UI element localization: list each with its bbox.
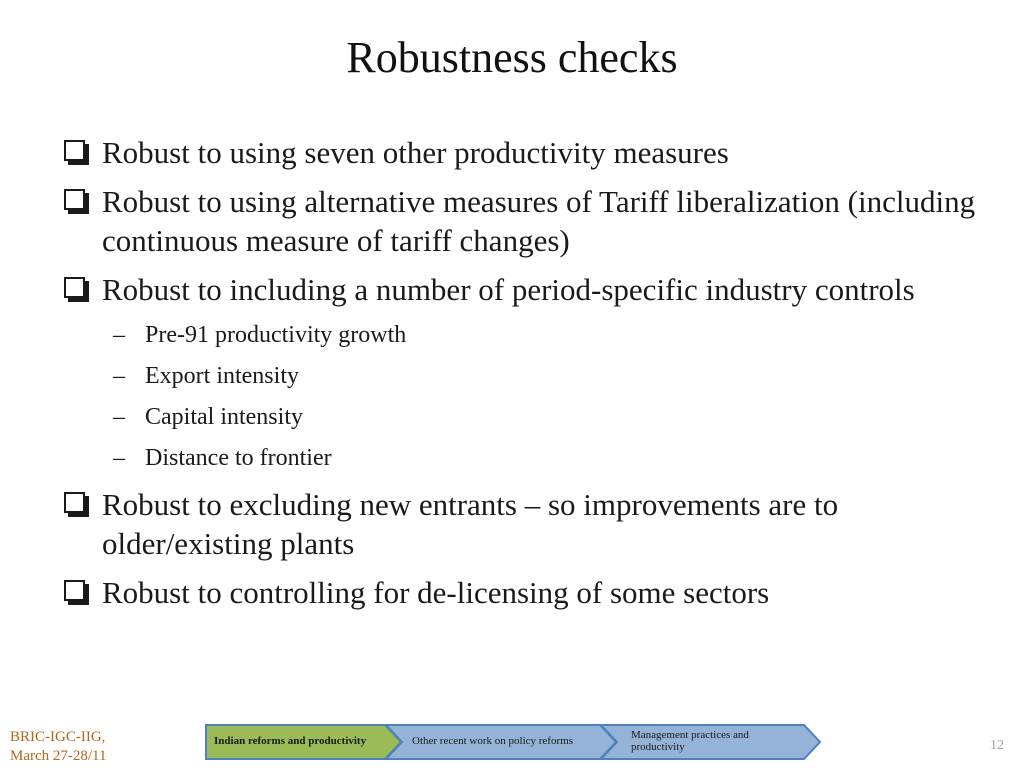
dash-bullet-icon: – — [113, 363, 125, 389]
footer-line-1: BRIC-IGC-IIG, — [10, 729, 106, 745]
sub-bullet-text: Distance to frontier — [145, 445, 332, 471]
footer-event-label — [10, 728, 107, 766]
checkbox-bullet-icon — [64, 277, 85, 298]
sub-bullet-item — [62, 315, 992, 356]
nav-label-management[interactable]: Management practices and productivity — [631, 729, 749, 753]
dash-bullet-icon: – — [113, 445, 125, 471]
bullet-item — [62, 182, 992, 260]
bullet-text: Robust to using alternative measures of Tariff liberalization (including continuous measure of tariff changes) — [102, 184, 976, 258]
sub-bullet-text: Capital intensity — [145, 404, 303, 430]
bullet-text: Robust to excluding new entrants – so improvements are to older/existing plants — [102, 487, 839, 561]
bullet-text: Robust to using seven other productivity measures — [102, 135, 729, 170]
sub-bullet-list — [62, 315, 992, 479]
nav-label-other-work[interactable]: Other recent work on policy reforms — [412, 735, 573, 747]
bullet-item — [62, 573, 992, 612]
sub-bullet-item — [62, 356, 992, 397]
checkbox-bullet-icon — [64, 189, 85, 210]
bullet-list — [62, 133, 992, 622]
bullet-item — [62, 133, 992, 172]
bullet-text: Robust to including a number of period-specific industry controls — [102, 272, 915, 307]
bullet-text: Robust to controlling for de-licensing of some sectors — [102, 575, 770, 610]
dash-bullet-icon: – — [113, 404, 125, 430]
nav-label-indian-reforms[interactable]: Indian reforms and productivity — [214, 735, 367, 747]
dash-bullet-icon: – — [113, 322, 125, 348]
checkbox-bullet-icon — [64, 140, 85, 161]
page-number: 12 — [990, 738, 1004, 753]
sub-bullet-text: Pre-91 productivity growth — [145, 322, 407, 348]
checkbox-bullet-icon — [64, 492, 85, 513]
bullet-item — [62, 485, 992, 563]
checkbox-bullet-icon — [64, 580, 85, 601]
sub-bullet-text: Export intensity — [145, 363, 299, 389]
sub-bullet-item — [62, 438, 992, 479]
footer-line-2: March 27-28/11 — [10, 748, 107, 764]
sub-bullet-item — [62, 397, 992, 438]
slide-title: Robustness checks — [346, 33, 678, 82]
bullet-item — [62, 270, 992, 309]
